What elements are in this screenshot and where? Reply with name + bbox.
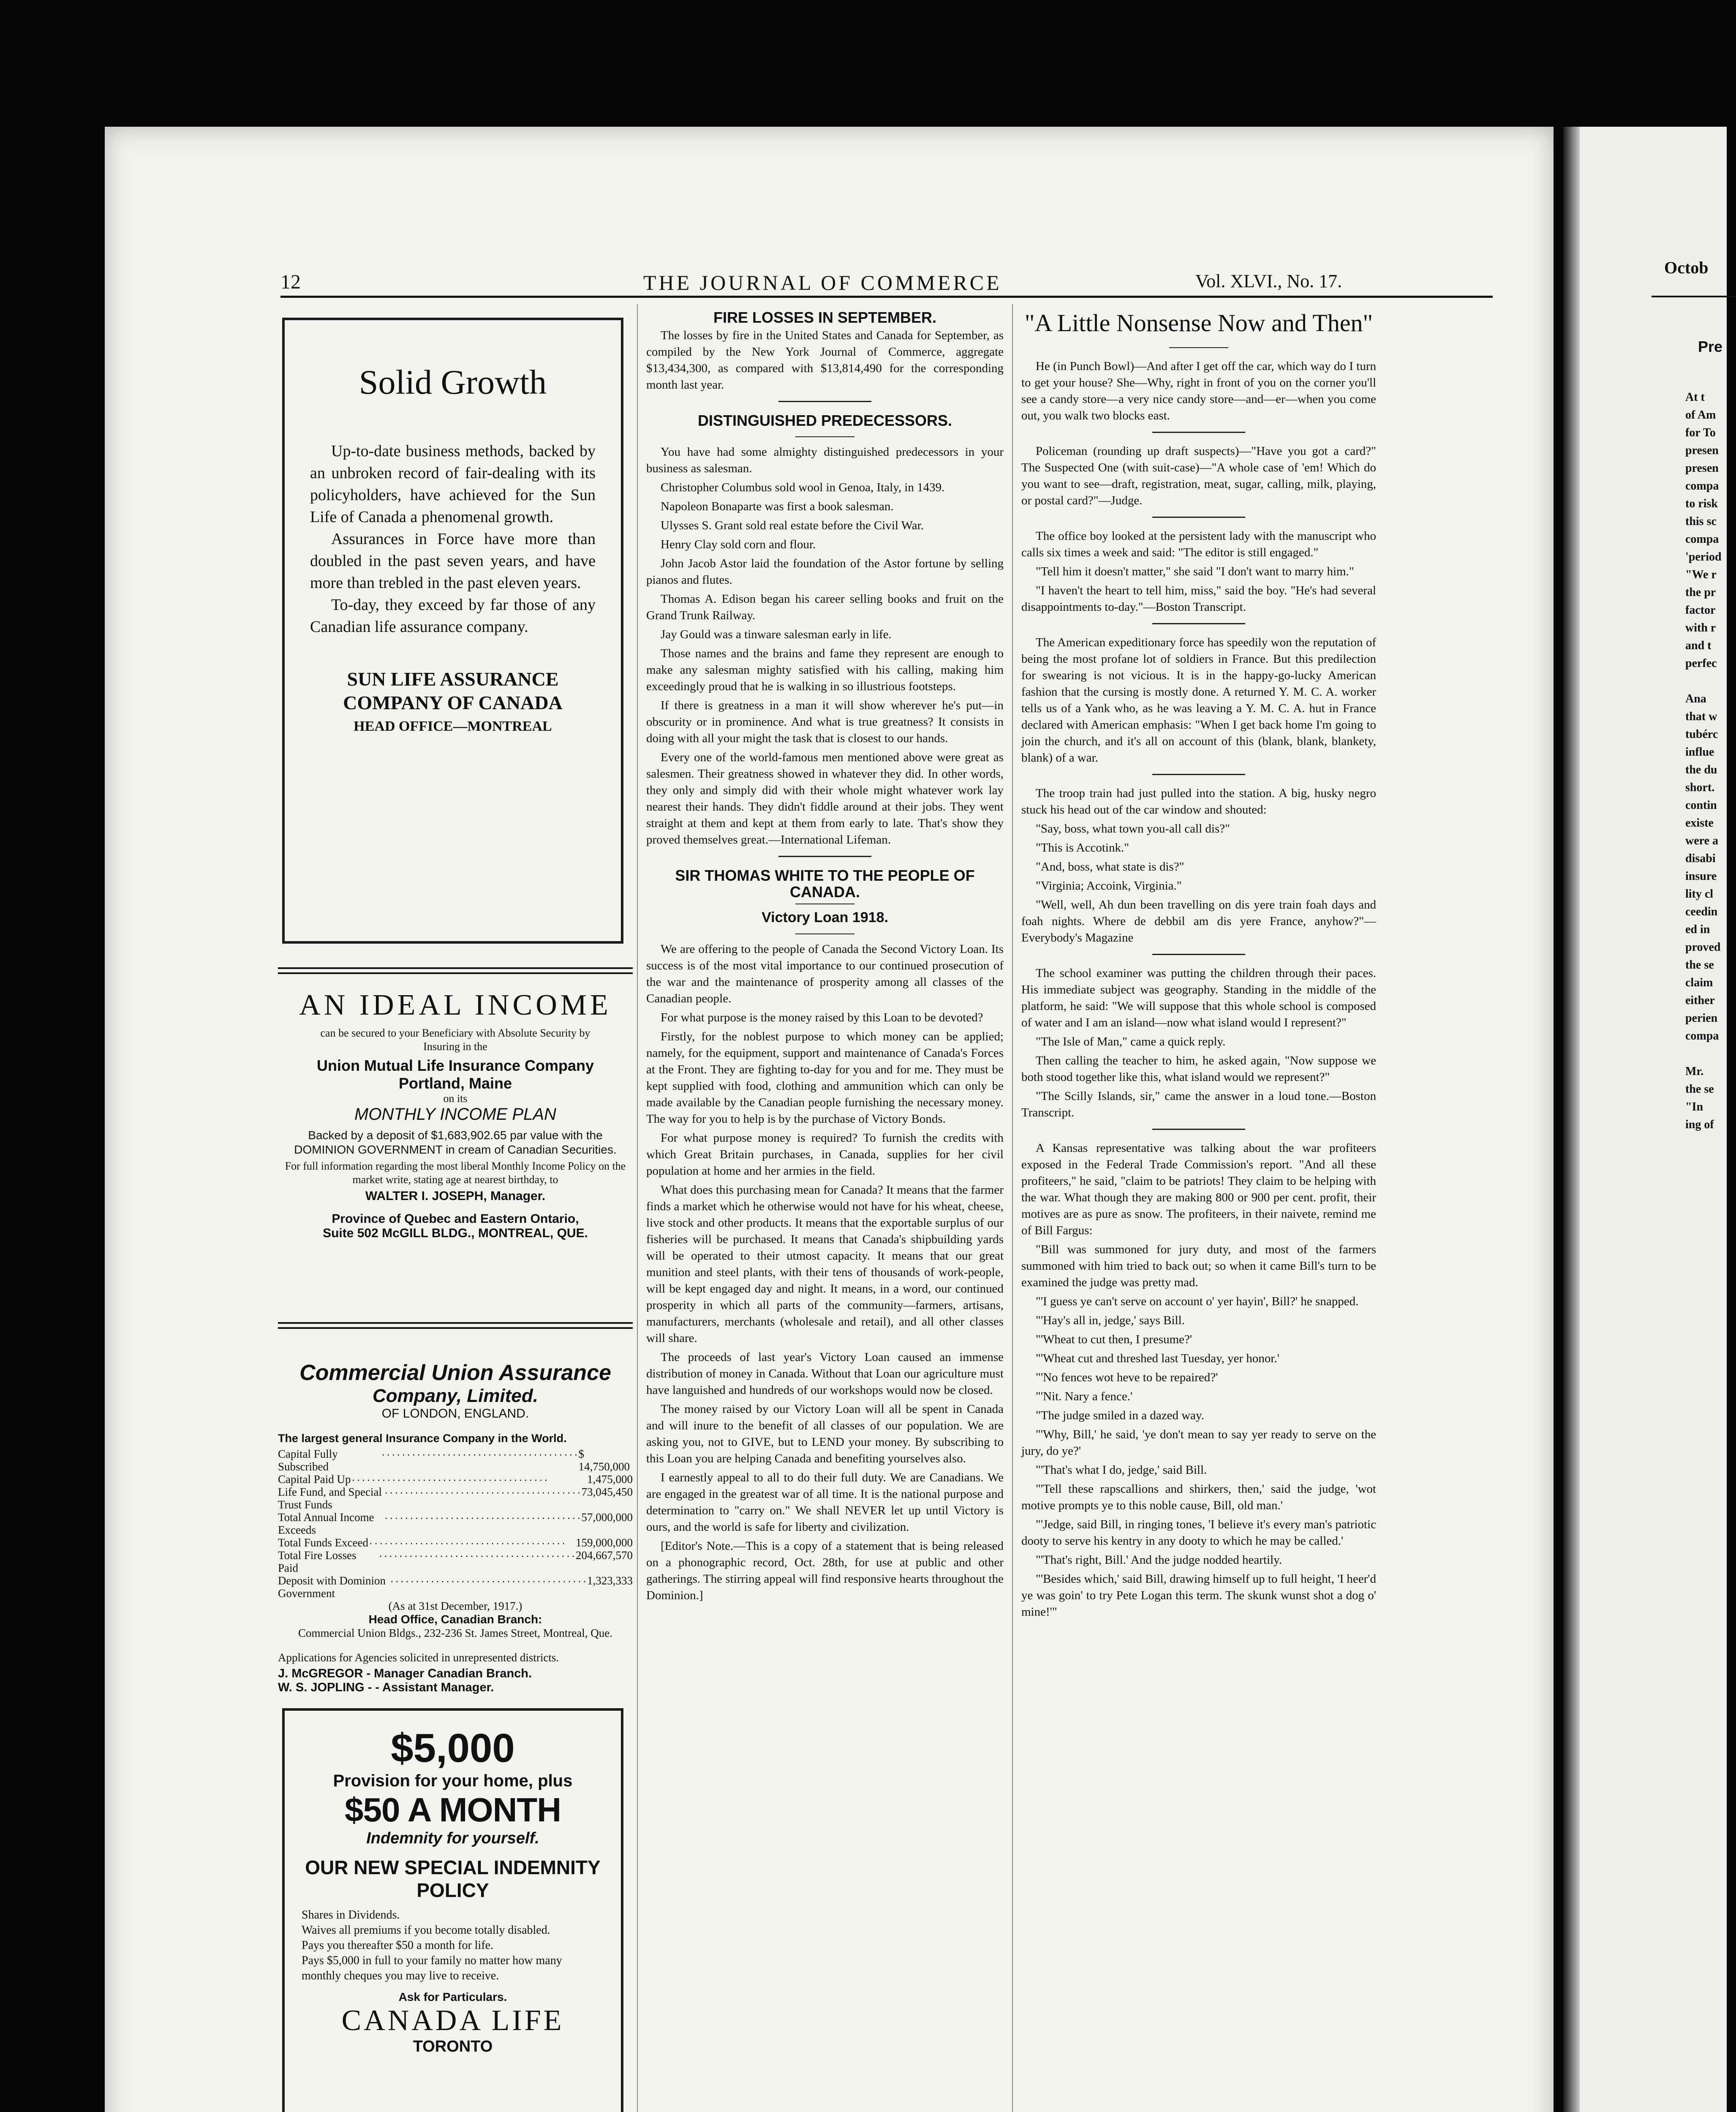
fragment-line: the se xyxy=(1685,958,1714,972)
joke-paragraph: "'That's right, Bill.' And the judge nodded heartily. xyxy=(1036,1553,1282,1567)
fragment-line: the pr xyxy=(1685,586,1716,599)
ad-text: can be secured to your Beneficiary with Absolute Security by Insuring in the xyxy=(320,1027,590,1053)
column-separator xyxy=(637,304,638,2112)
joke-paragraph: "'That's what I do, jedge,' said Bill. xyxy=(1036,1463,1207,1477)
list-item: Waives all premiums if you become totally disabled. xyxy=(302,1924,550,1937)
company-name: CANADA LIFE xyxy=(341,2004,564,2037)
joke-paragraph: "I haven't the heart to tell him, miss," said the boy. "He's had several disappointments to-day."—Boston Transcript. xyxy=(1021,584,1376,614)
table-row xyxy=(278,1574,633,1600)
fragment-line: the se xyxy=(1685,1083,1714,1096)
fragment-line xyxy=(1685,672,1722,690)
branch-heading: Head Office, Canadian Branch: xyxy=(368,1613,542,1626)
article-paragraph: If there is greatness in a man it will show wherever he's put—in obscurity or in prominence. And what is true greatness? It consists in doing with all your might the task that is closest to our hands. xyxy=(646,699,1004,745)
row-value: $ 14,750,000 xyxy=(578,1448,630,1473)
joke-paragraph: The troop train had just pulled into the station. A big, husky negro stuck his head out of the car window and shouted: xyxy=(1021,787,1376,816)
joke-paragraph: "'No fences wot heve to be repaired?' xyxy=(1036,1371,1218,1384)
page-number: 12 xyxy=(280,271,301,293)
ad-paragraph: Up-to-date business methods, backed by an unbroken record of fair-dealing with its policyholders, have achieved for the Sun Life of Canada a phenomenal growth. xyxy=(310,442,596,526)
article-paragraph: John Jacob Astor laid the foundation of the Astor fortune by selling pianos and flutes. xyxy=(646,557,1004,587)
manager-line: J. McGREGOR - Manager Canadian Branch. xyxy=(278,1667,532,1680)
divider xyxy=(278,1327,633,1329)
article-paragraph: Ulysses S. Grant sold real estate before the Civil War. xyxy=(661,519,924,532)
fragment-line: and t xyxy=(1685,639,1712,652)
next-page-strip xyxy=(1563,127,1727,2112)
fragment-line: with r xyxy=(1685,621,1716,634)
joke-paragraph: "'I guess ye can't serve on account o' yer hayin', Bill?' he snapped. xyxy=(1036,1295,1359,1308)
benefits-list xyxy=(302,1908,604,1984)
divider xyxy=(278,972,633,974)
joke-paragraph: Policeman (rounding up draft suspects)—"Have you got a card?" The Suspected One (with suit-case)—"A whole case of 'em! Which do you want to see—draft, registration, meat, sugar, calling, milk, playing, or postal card?"—Judge. xyxy=(1021,444,1376,507)
next-page-header: Octob xyxy=(1664,258,1709,277)
divider xyxy=(1169,347,1228,348)
article-paragraph: The money raised by our Victory Loan will all be spent in Canada and will inure to the benefit of all classes of our population. We are asking you, not to GIVE, but to LEND your money. By subscribing to this Loan you are helping Canada and benefiting yourselves also. xyxy=(646,1402,1004,1465)
joke-paragraph: "'Besides which,' said Bill, drawing himself up to full height, 'I heer'd ye was goin' to try Pete Logan this term. The skunk wunst shot a dog o' mine!'" xyxy=(1021,1572,1376,1619)
fragment-line: of Am xyxy=(1685,408,1716,422)
fragment-line: ceedin xyxy=(1685,905,1718,918)
joke-paragraph: "'Wheat cut and threshed last Tuesday, yer honor.' xyxy=(1036,1352,1279,1365)
fragment-line: perien xyxy=(1685,1012,1718,1025)
article-paragraph: Every one of the world-famous men mentioned above were great as salesmen. Their greatness showed in whatever they did. In other words, they only and simply did with their whole might whatever work lay nearest their hands. They didn't fiddle around at their jobs. They went straight at them and kept at them from early to late. That's show they proved themselves great.—International Lifeman. xyxy=(646,751,1004,846)
article-paragraph: Jay Gould was a tinware salesman early in life. xyxy=(661,628,892,641)
ad-text: Provision for your home, plus xyxy=(333,1772,573,1790)
article-paragraph: The proceeds of last year's Victory Loan caused an immense distribution of money in Canada. Without that Loan our agriculture must have languished and hundreds of our workshops would now be closed. xyxy=(646,1350,1004,1397)
row-label: Capital Fully Subscribed xyxy=(278,1448,338,1473)
ad-text: Ask for Particulars. xyxy=(398,1990,507,2003)
article-paragraph: For what purpose money is required? To furnish the credits with which Great Britain purchases, in Canada, supplies for her civil population at home and her armies in the field. xyxy=(646,1131,1004,1178)
row-value: 159,000,000 xyxy=(576,1536,633,1549)
row-value: 73,045,450 xyxy=(581,1486,633,1498)
divider xyxy=(778,401,871,402)
fragment-line: presen xyxy=(1685,444,1719,457)
policy-title: POLICY xyxy=(416,1879,489,1901)
ad-paragraph: To-day, they exceed by far those of any Canadian life assurance company. xyxy=(310,596,596,636)
leader-dots: ....................................... xyxy=(381,1449,579,1459)
joke-paragraph: "Tell him it doesn't matter," she said "I don't want to marry him." xyxy=(1036,565,1354,578)
article-paragraph: Firstly, for the noblest purpose to which money can be applied; namely, for the equipment, support and maintenance of Canada's Forces at the Front. They are fighting to-day for you and for me. They must be kept supplied with food, clothing and ammunition which can only be made available by the Canadian people furnishing the necessary money. The way for you to help is by the purchase of Victory Bonds. xyxy=(646,1030,1004,1126)
row-value: 57,000,000 xyxy=(581,1511,633,1524)
fragment-line: "We r xyxy=(1685,568,1717,581)
table-row xyxy=(278,1473,633,1486)
fragment-line: insure xyxy=(1685,870,1717,883)
table-row xyxy=(278,1448,633,1473)
joke-paragraph: "This is Accotink." xyxy=(1036,841,1129,855)
row-label: Total Funds Exceed xyxy=(278,1536,369,1549)
fragment-line: factor xyxy=(1685,604,1716,617)
leader-dots: ....................................... xyxy=(351,1474,549,1484)
policy-title: OUR NEW SPECIAL INDEMNITY xyxy=(305,1856,601,1878)
row-value: 1,323,333 xyxy=(587,1574,633,1587)
sun-life-ad xyxy=(282,318,623,944)
table-row xyxy=(278,1511,633,1536)
article-title: DISTINGUISHED PREDECESSORS. xyxy=(697,412,952,429)
fragment-line: ing of xyxy=(1685,1118,1714,1131)
joke-paragraph: "Bill was summoned for jury duty, and most of the farmers summoned with him tried to back out; so when it came Bill's turn to be examined the judge was pretty mad. xyxy=(1021,1243,1376,1289)
fragment-line xyxy=(1685,1045,1722,1063)
fragment-line: contin xyxy=(1685,799,1717,812)
fragment-line: either xyxy=(1685,994,1715,1007)
leader-dots: ....................................... xyxy=(368,1538,566,1547)
joke-paragraph: "'Nit. Nary a fence.' xyxy=(1036,1390,1133,1403)
fragment-line: compa xyxy=(1685,1029,1719,1042)
article-paragraph: Thomas A. Edison began his career selling books and fruit on the Grand Trunk Railway. xyxy=(646,592,1004,622)
divider xyxy=(278,1322,633,1324)
joke-paragraph: "'Hay's all in, jedge,' says Bill. xyxy=(1036,1314,1185,1327)
joke-paragraph: The school examiner was putting the children through their paces. His immediate subject was geography. Standing in the middle of the platform, he said: "We will suppose that this whole school is composed of water and I am an island—now what island would I represent?" xyxy=(1021,966,1376,1029)
newspaper-page xyxy=(105,127,1554,2112)
row-label: Deposit with Dominion Government xyxy=(278,1574,386,1600)
article-title: SIR THOMAS WHITE TO THE PEOPLE OF CANADA. xyxy=(675,867,975,901)
row-label: Total Fire Losses Paid xyxy=(278,1549,356,1574)
article-title: FIRE LOSSES IN SEPTEMBER. xyxy=(713,309,937,326)
row-label: Capital Paid Up xyxy=(278,1473,351,1486)
fragment-line: this sc xyxy=(1685,515,1717,528)
joke-paragraph: A Kansas representative was talking about the war profiteers exposed in the Federal Trade Commission's report. "And all these profiteers," he said, "claim to be patriots! They claim to be helping with the war. What though they are making 800 or 900 per cent. profit, their motives are as pure as snow. The profiteers, in their naivete, remind me of Bill Fargus: xyxy=(1021,1141,1376,1237)
fragment-line: "In xyxy=(1685,1100,1703,1113)
joke-paragraph: "Well, well, Ah dun been travelling on dis yere train foah days and foah nights. Where de debbil am dis yere France, anyhow?"—Everybody's Magazine xyxy=(1021,898,1376,944)
header-rule xyxy=(1652,296,1736,297)
joke-paragraph: Then calling the teacher to him, he asked again, "Now suppose we both stood together like this, what island would we represent?" xyxy=(1021,1054,1376,1084)
fragment-line: compa xyxy=(1685,479,1719,493)
joke-paragraph: The American expeditionary force has speedily won the reputation of being the most profane lot of soldiers in France. But this predilection for swearing is not vicious. It is in the happy-go-lucky American fashion that the cursing is mostly done. A returned Y. M. C. A. worker tells us of a Yank who, as he was leaving a Y. M. C. A. hut in France declared with American emphasis: "When I get back home I'm going to join the church, and it's all on account of this (blank, blank, blankety, blank) of a war. xyxy=(1021,636,1376,765)
joke-paragraph: "'Why, Bill,' he said, 'ye don't mean to say yer ready to serve on the jury, do ye?' xyxy=(1021,1428,1376,1458)
address: Suite 502 McGILL BLDG., MONTREAL, QUE. xyxy=(323,1226,588,1240)
article-paragraph: What does this purchasing mean for Canada? It means that the farmer finds a market which he otherwise would not have for his wheat, cheese, live stock and other products. It means that the exportable surplus of our fisheries will be purchased. It means that Canada's shipbuilding yards will be operated to their utmost capacity. It means that our great munition and steel plants, with their tens of thousands of work-people, will be kept engaged day and night. It means, in a word, our continued prosperity in which all parts of the community—farmers, artisans, manufacturers, merchants (wholesale and retail), and all other classes will share. xyxy=(646,1183,1004,1345)
divider xyxy=(1152,1129,1245,1130)
table-row xyxy=(278,1486,633,1511)
joke-paragraph: "The judge smiled in a dazed way. xyxy=(1036,1409,1204,1422)
fragment-line: short. xyxy=(1685,781,1715,794)
fragment-line: ed in xyxy=(1685,923,1710,936)
article-subtitle: Victory Loan 1918. xyxy=(762,909,888,925)
company-city: Portland, Maine xyxy=(398,1075,512,1092)
next-page-heading: Pre xyxy=(1698,338,1723,355)
joke-paragraph: "The Scilly Islands, sir," came the answer in a loud tone.—Boston Transcript. xyxy=(1021,1089,1376,1119)
company-city: TORONTO xyxy=(413,2038,493,2055)
joke-paragraph: "'Tell these rapscallions and shirkers, then,' said the judge, 'wot motive prompts ye to this noble cause, Bill, old man.' xyxy=(1021,1482,1376,1512)
article-paragraph: I earnestly appeal to all to do their full duty. We are Canadians. We are engaged in the greatest war of all time. It is the national purpose and determination to "carry on." We shall NEVER let up until Victory is ours, and the world is safe for liberty and civilization. xyxy=(646,1471,1004,1534)
article-paragraph: We are offering to the people of Canada the Second Victory Loan. Its success is of the most vital importance to our continued prosecution of the war and the maintenance of prosperity among all classes of the Canadian people. xyxy=(646,942,1004,1005)
fragment-line: At t xyxy=(1685,391,1705,404)
ad-text: on its xyxy=(443,1092,468,1105)
joke-paragraph: "Say, boss, what town you-all call dis?" xyxy=(1036,822,1230,836)
fragment-line: compa xyxy=(1685,533,1719,546)
article-paragraph: [Editor's Note.—This is a copy of a statement that is being released on a phonographic record, Oct. 28th, for use at public and other gatherings. The stirring appeal will find responsive hearts throughout the Dominion.] xyxy=(646,1539,1004,1602)
logo-line: SUN LIFE ASSURANCE xyxy=(347,668,559,690)
fragment-line: lity cl xyxy=(1685,887,1714,901)
logo-line: COMPANY OF CANADA xyxy=(343,692,563,713)
financial-table xyxy=(278,1448,633,1600)
union-mutual-ad xyxy=(278,988,633,1241)
fragment-line: existe xyxy=(1685,816,1714,830)
joke-paragraph: "'Wheat to cut then, I presume?' xyxy=(1036,1333,1192,1346)
article-paragraph: Henry Clay sold corn and flour. xyxy=(661,538,816,551)
fragment-line: that w xyxy=(1685,710,1717,723)
plan-name: MONTHLY INCOME PLAN xyxy=(354,1105,556,1124)
logo-line: HEAD OFFICE—MONTREAL xyxy=(354,719,552,734)
divider xyxy=(778,856,871,857)
row-value: 204,667,570 xyxy=(576,1549,633,1562)
ad-title: Solid Growth xyxy=(359,363,547,401)
joke-paragraph: "'Jedge, said Bill, in ringing tones, 'I believe it's every man's patriotic dooty to serve his kentry in any dooty to which he may be called.' xyxy=(1021,1518,1376,1548)
article-paragraph: Christopher Columbus sold wool in Genoa, Italy, in 1439. xyxy=(661,481,945,494)
right-column xyxy=(1021,309,1376,2112)
page-title: THE JOURNAL OF COMMERCE xyxy=(643,271,1002,294)
fragment-line: presen xyxy=(1685,462,1719,475)
volume-info: Vol. XLVI., No. 17. xyxy=(1195,271,1342,291)
leader-dots: ....................................... xyxy=(384,1487,582,1497)
article-paragraph: Those names and the brains and fame they represent are enough to make any salesman mighty satisfied with his calling, making him exceedingly proud that he is walking in so illustrious footsteps. xyxy=(646,647,1004,693)
divider xyxy=(1152,432,1245,433)
leader-dots: ....................................... xyxy=(378,1550,576,1560)
fragment-line: for To xyxy=(1685,426,1716,439)
company-name: Union Mutual Life Insurance Company xyxy=(316,1057,594,1074)
divider xyxy=(1152,517,1245,518)
fragment-line: Mr. xyxy=(1685,1065,1704,1078)
divider xyxy=(1152,774,1245,775)
article-paragraph: The losses by fire in the United States and Canada for September, as compiled by the New York Journal of Commerce, aggregate $13,434,300, as compared with $13,814,490 for the corresponding month last year. xyxy=(646,329,1004,392)
manager-name: WALTER I. JOSEPH, Manager. xyxy=(365,1189,546,1203)
fragment-line: were a xyxy=(1685,834,1718,847)
ad-subtitle: Company, Limited. xyxy=(373,1385,538,1406)
leader-dots: ....................................... xyxy=(389,1576,587,1585)
leader-dots: ....................................... xyxy=(384,1512,582,1522)
list-item: Shares in Dividends. xyxy=(302,1908,400,1921)
page-gutter xyxy=(1563,127,1580,2112)
joke-paragraph: "Virginia; Accoink, Virginia." xyxy=(1036,879,1182,893)
fragment-line: to risk xyxy=(1685,497,1718,510)
row-label: Total Annual Income Exceeds xyxy=(278,1511,374,1536)
fragment-line: disabi xyxy=(1685,852,1716,865)
middle-column xyxy=(646,309,1004,2112)
as-at-date: (As at 31st December, 1917.) xyxy=(388,1600,522,1612)
commercial-union-ad xyxy=(278,1360,633,1695)
next-page-lines xyxy=(1685,389,1722,1134)
fragment-line: claim xyxy=(1685,976,1713,989)
ad-text: Indemnity for yourself. xyxy=(366,1829,539,1847)
divider xyxy=(795,436,854,437)
fragment-line: tubérc xyxy=(1685,728,1718,741)
fragment-line: influe xyxy=(1685,746,1714,759)
divider xyxy=(1152,954,1245,955)
ad-amount: $5,000 xyxy=(391,1726,515,1771)
tagline: The largest general Insurance Company in the World. xyxy=(278,1432,567,1445)
ad-text: Backed by a deposit of $1,683,902.65 par value with the DOMINION GOVERNMENT in cream of Canadian Securities. xyxy=(294,1129,617,1156)
agencies-note: Applications for Agencies solicited in unrepresented districts. xyxy=(278,1651,559,1664)
fragment-line: 'period xyxy=(1685,550,1722,563)
fragment-line: proved xyxy=(1685,941,1721,954)
column-title: "A Little Nonsense Now and Then" xyxy=(1024,309,1373,337)
joke-paragraph: "And, boss, what state is dis?" xyxy=(1036,860,1184,874)
header-rule xyxy=(280,296,1493,298)
divider xyxy=(278,967,633,969)
manager-line: W. S. JOPLING - - Assistant Manager. xyxy=(278,1681,494,1694)
ad-monthly: $50 A MONTH xyxy=(344,1791,561,1829)
row-label: Life Fund, and Special Trust Funds xyxy=(278,1486,382,1511)
list-item: Pays you thereafter $50 a month for life. xyxy=(302,1939,494,1952)
fragment-line: the du xyxy=(1685,763,1717,776)
sun-life-logo xyxy=(285,667,621,738)
ad-body xyxy=(310,440,596,638)
fragment-line: perfec xyxy=(1685,657,1717,670)
fragment-line: Ana xyxy=(1685,692,1706,705)
row-value: 1,475,000 xyxy=(587,1473,633,1486)
list-item: Pays $5,000 in full to your family no matter how many monthly cheques you may live to receive. xyxy=(302,1954,562,1982)
divider xyxy=(1152,623,1245,624)
joke-paragraph: The office boy looked at the persistent lady with the manuscript who calls six times a week and said: "The editor is still engaged." xyxy=(1021,529,1376,559)
canada-life-ad xyxy=(282,1708,623,2112)
article-paragraph: You have had some almighty distinguished predecessors in your business as salesman. xyxy=(646,445,1004,475)
joke-paragraph: "The Isle of Man," came a quick reply. xyxy=(1036,1035,1226,1048)
article-paragraph: For what purpose is the money raised by this Loan to be devoted? xyxy=(661,1011,983,1024)
table-row xyxy=(278,1536,633,1549)
ad-title: Commercial Union Assurance xyxy=(299,1361,611,1385)
ad-title: AN IDEAL INCOME xyxy=(299,989,612,1021)
column-separator xyxy=(1012,304,1013,2112)
ad-paragraph: Assurances in Force have more than doubled in the past seven years, and have more than trebled in the past eleven years. xyxy=(310,530,596,592)
branch-address: Commercial Union Bldgs., 232-236 St. James Street, Montreal, Que. xyxy=(298,1627,612,1639)
ad-origin: OF LONDON, ENGLAND. xyxy=(381,1407,529,1421)
ad-text: Province of Quebec and Eastern Ontario, xyxy=(332,1212,579,1226)
article-paragraph: Napoleon Bonaparte was first a book salesman. xyxy=(661,500,894,513)
ad-text: For full information regarding the most liberal Monthly Income Policy on the market write, stating age at nearest birthday, to xyxy=(285,1160,626,1186)
table-row xyxy=(278,1549,633,1574)
joke-paragraph: He (in Punch Bowl)—And after I get off the car, which way do I turn to get your house? She—Why, right in front of you on the corner you'll see a candy store—a very nice candy store—and—er—when you come out, you walk two blocks east. xyxy=(1021,359,1376,422)
